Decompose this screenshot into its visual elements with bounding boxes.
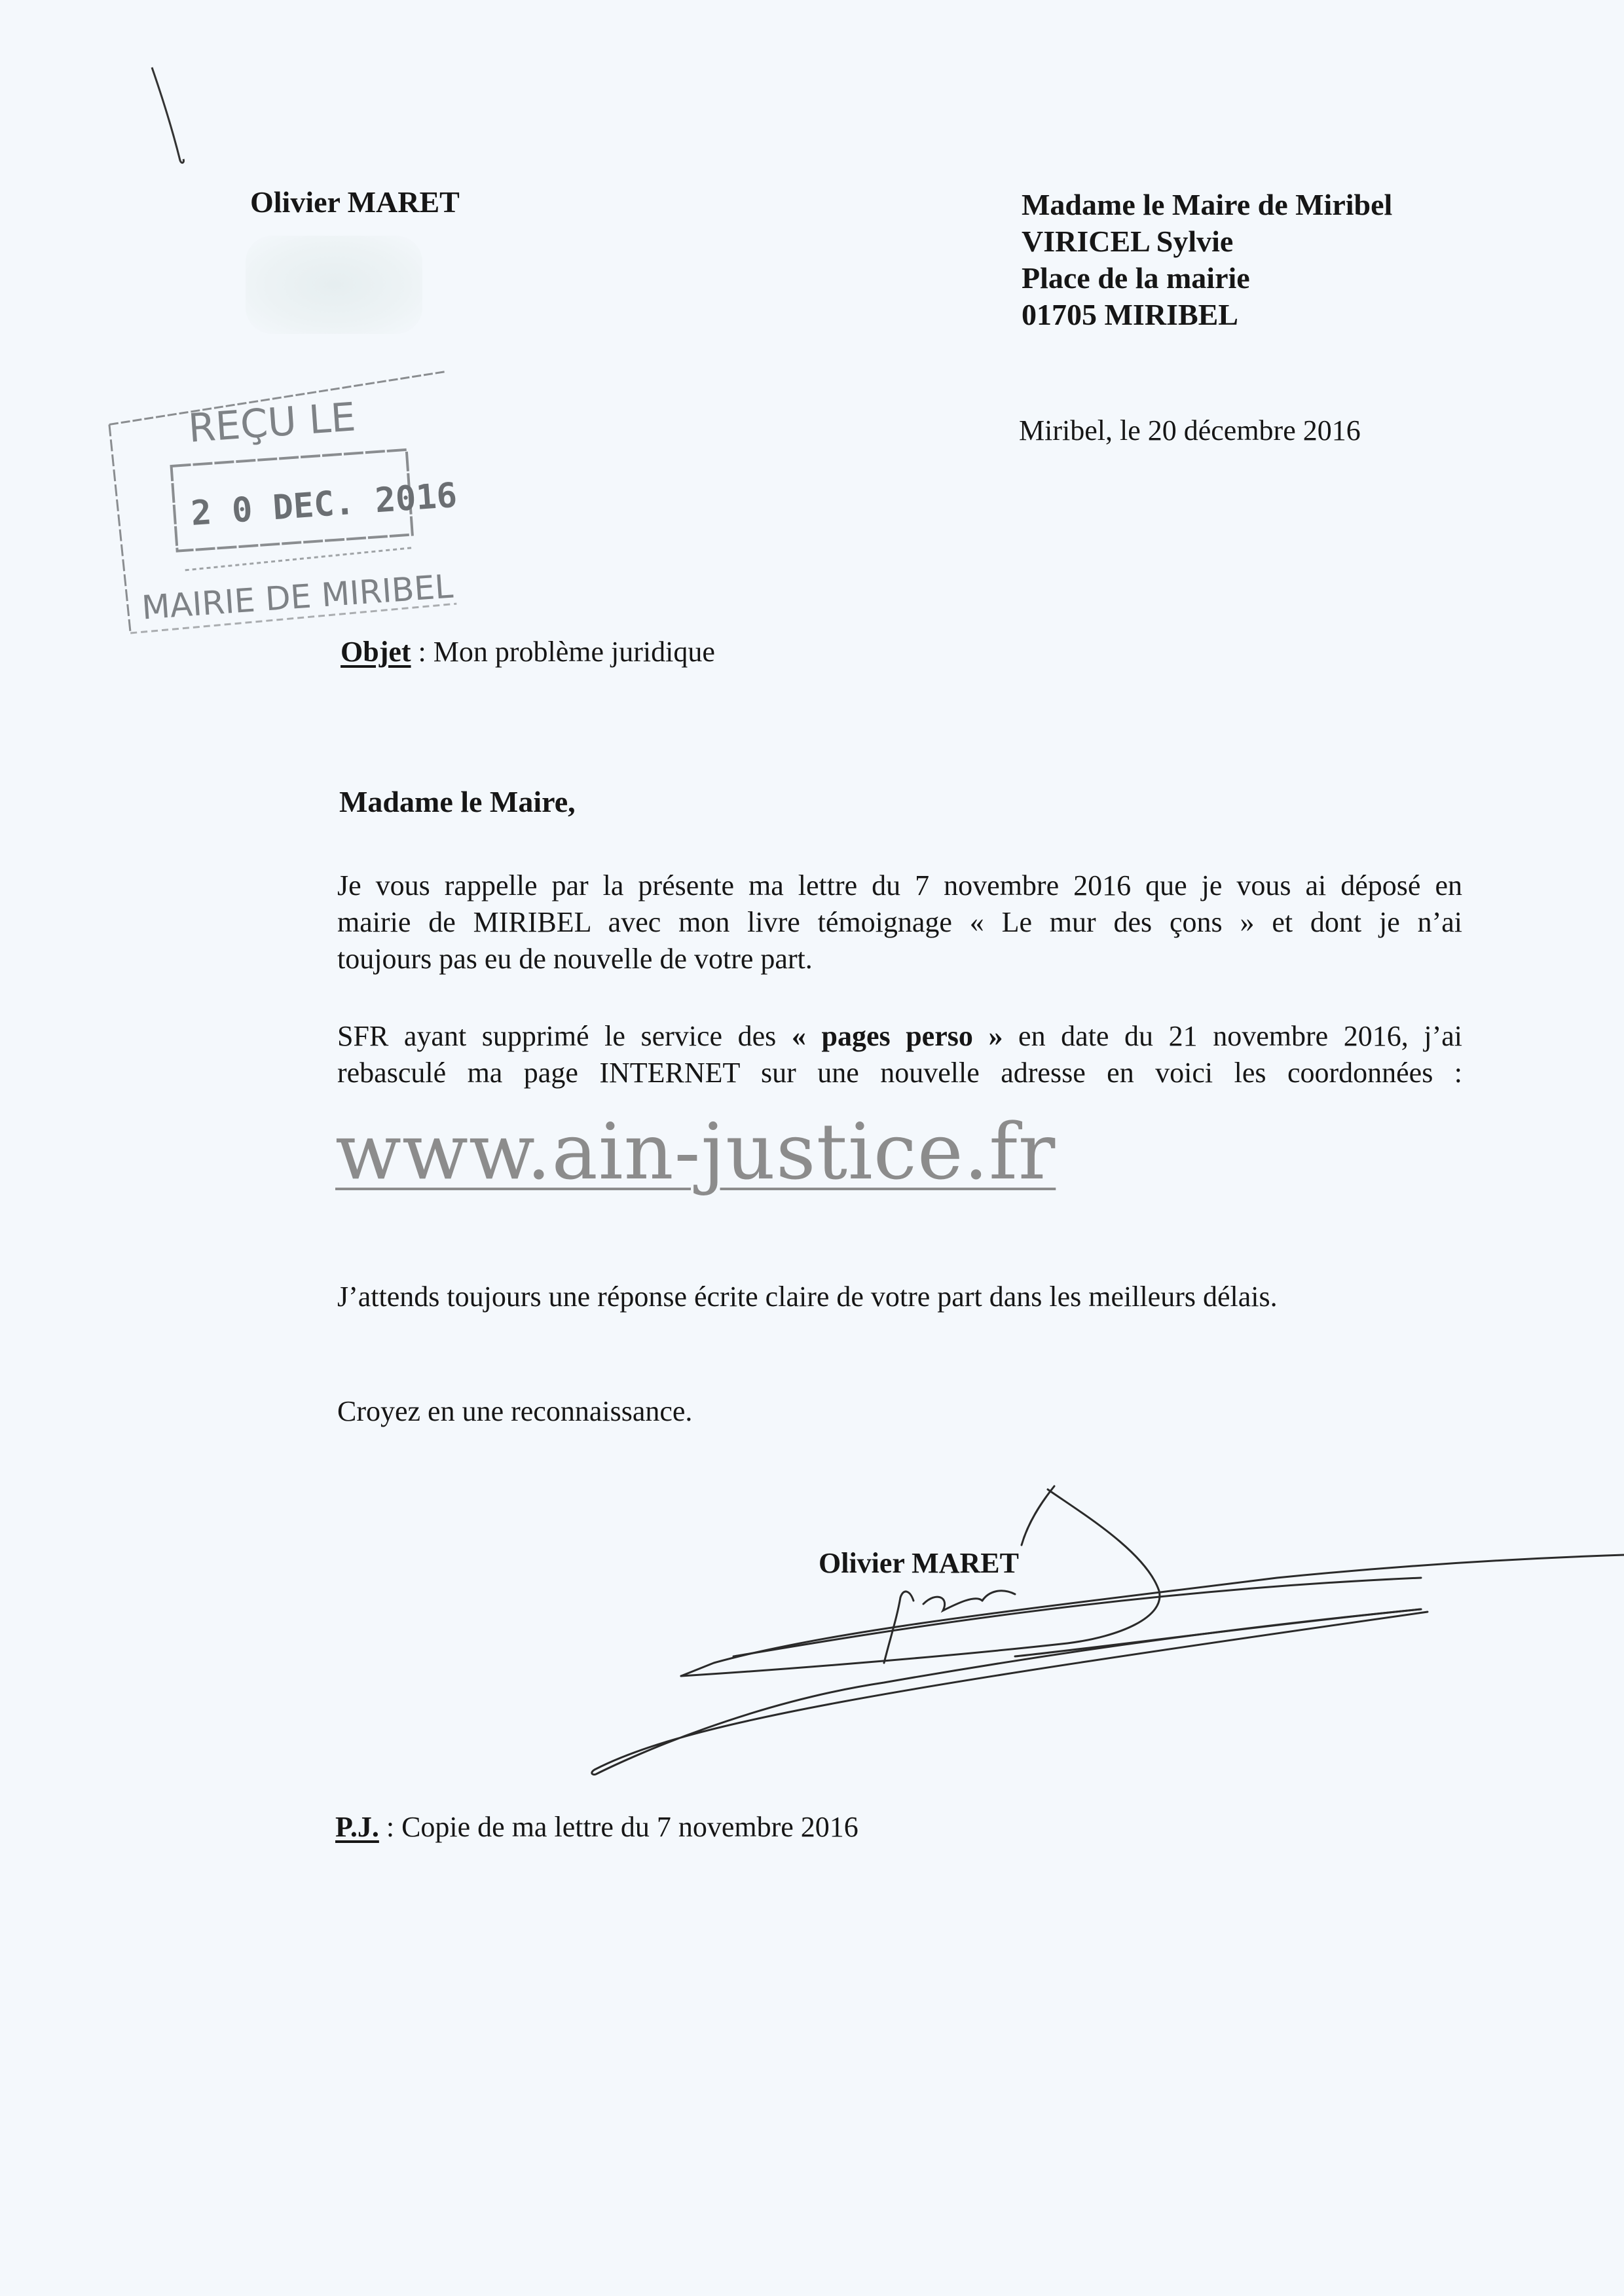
paragraph-line: rebasculé ma page INTERNET sur une nouvelle adresse en voici les coordonnées : [337, 1057, 1462, 1089]
paragraph-line: toujours pas eu de nouvelle de votre part. [337, 943, 813, 975]
attachment-label: P.J. [335, 1811, 379, 1843]
signature-name: Olivier MARET [819, 1547, 1019, 1579]
attachment-separator: : [378, 1811, 402, 1843]
attachment-line [335, 1810, 858, 1844]
pages-perso-emphasis: « pages perso » [791, 1020, 1003, 1052]
recipient-address [1022, 187, 1392, 333]
sender-name: Olivier MARET [250, 185, 460, 219]
paragraph-line: mairie de MIRIBEL avec mon livre témoignage « Le mur des çons » et dont je n’ai [337, 906, 1462, 938]
paragraph-text: SFR ayant supprimé le service des [337, 1020, 792, 1052]
recipient-line: 01705 MIRIBEL [1022, 298, 1238, 331]
subject-label: Objet [341, 636, 411, 668]
closing-formula: Croyez en une reconnaissance. [337, 1395, 693, 1427]
subject-line [341, 635, 715, 668]
letter-date: Miribel, le 20 décembre 2016 [1019, 414, 1361, 446]
stamp-date: 2 0 DEC. 2016 [189, 475, 458, 534]
margin-pen-mark [144, 62, 196, 167]
body-paragraph-3: J’attends toujours une réponse écrite claire de votre part dans les meilleurs délais. [337, 1281, 1278, 1313]
body-paragraph-1 [337, 867, 1462, 977]
recipient-line: VIRICEL Sylvie [1022, 225, 1234, 258]
handwritten-signature [557, 1440, 1624, 1787]
body-paragraph-2 [337, 1018, 1462, 1091]
stamp-title: REÇU LE [187, 394, 358, 452]
salutation: Madame le Maire, [339, 785, 576, 818]
recipient-line: Place de la mairie [1022, 261, 1250, 295]
subject-text: Mon problème juridique [433, 636, 715, 668]
paragraph-text: en date du 21 novembre 2016, j’ai [1003, 1020, 1462, 1052]
stamp-office: MAIRIE DE MIRIBEL [140, 567, 454, 627]
received-stamp [101, 347, 468, 642]
subject-separator: : [411, 636, 434, 668]
attachment-text: Copie de ma lettre du 7 novembre 2016 [401, 1811, 858, 1843]
paragraph-line [337, 1018, 1462, 1055]
website-address: www.ain-justice.fr [335, 1106, 1056, 1197]
redacted-address [246, 236, 422, 334]
paragraph-line: Je vous rappelle par la présente ma lettre du 7 novembre 2016 que je vous ai déposé en [337, 869, 1462, 902]
recipient-line: Madame le Maire de Miribel [1022, 188, 1393, 221]
